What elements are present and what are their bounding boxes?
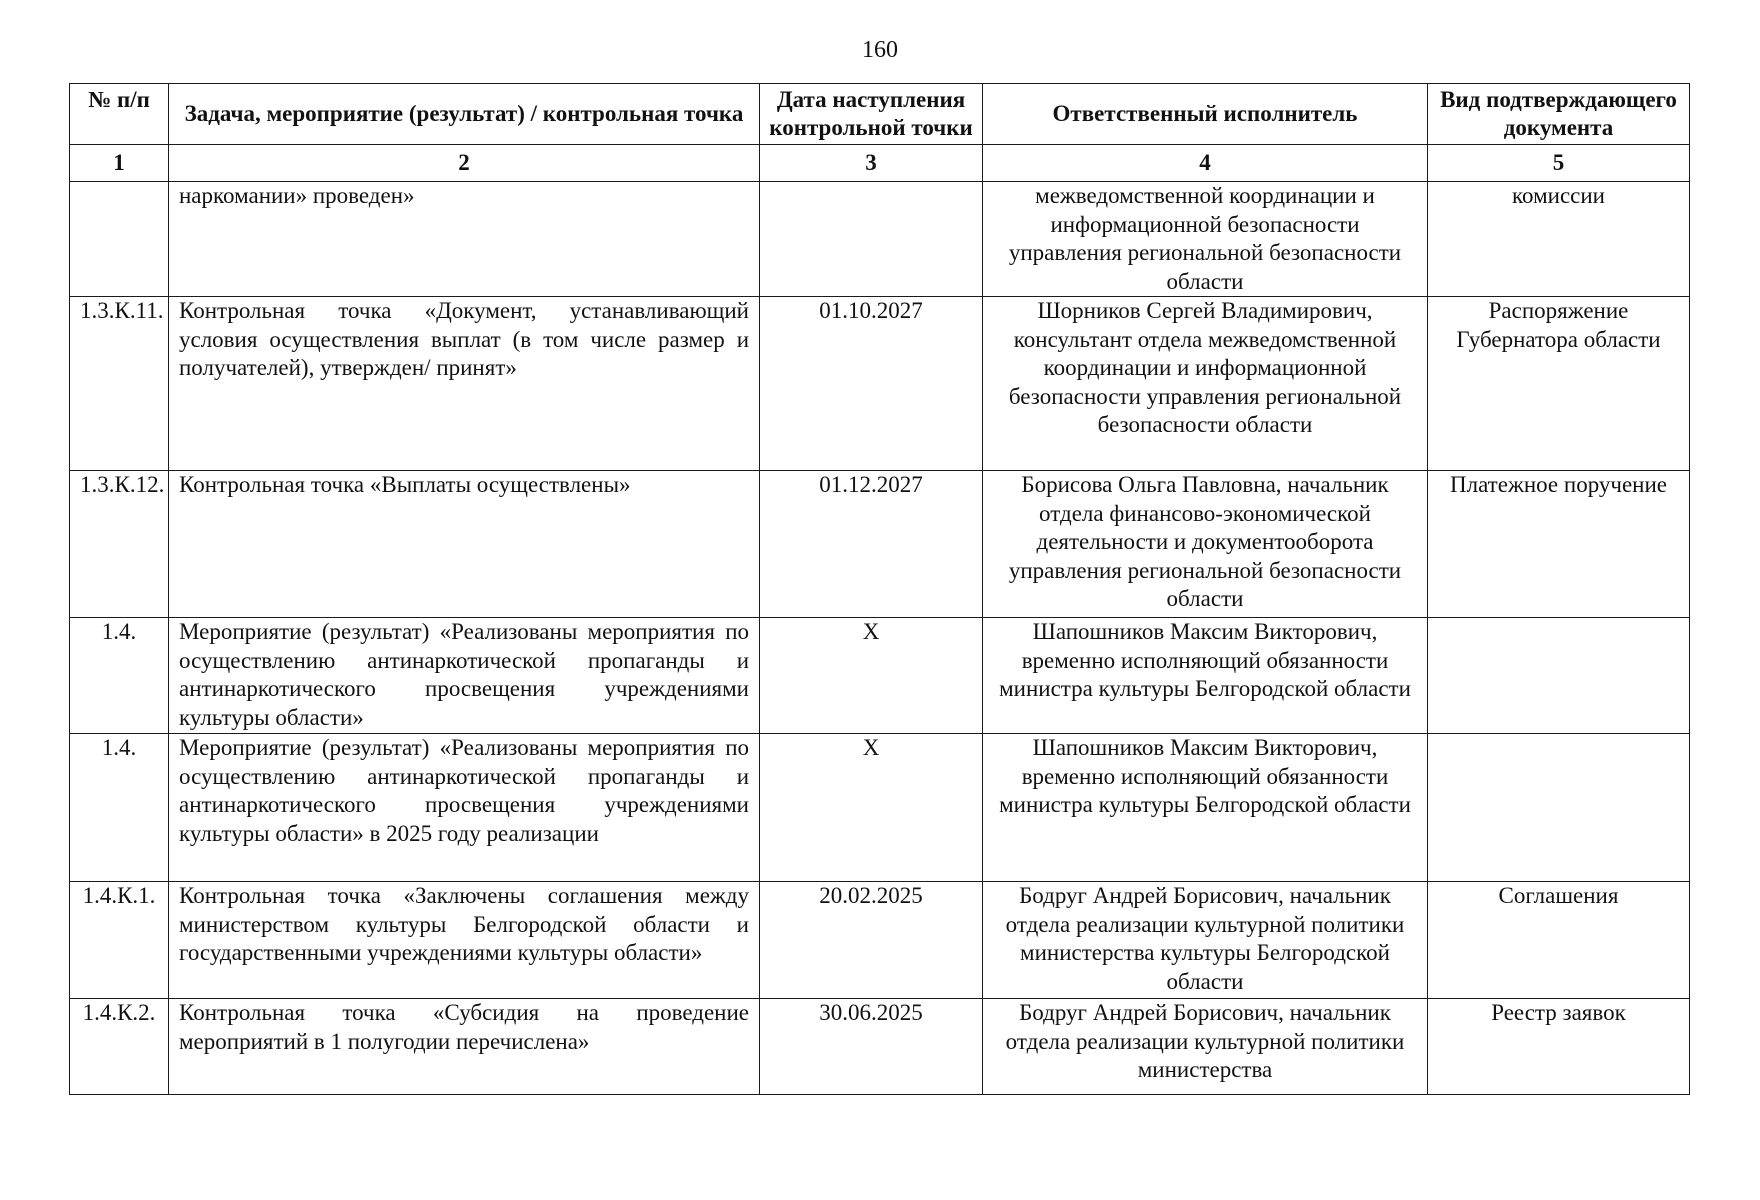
row-number: 1.4.: [70, 618, 169, 734]
row-date: 01.10.2027: [760, 297, 983, 471]
column-index: 4: [983, 145, 1428, 182]
row-responsible: Шапошников Максим Викторович, временно исполняющий обязанности министра культуры Белгородской области: [983, 734, 1428, 882]
table-row: [70, 618, 1690, 734]
row-document: [1428, 734, 1690, 882]
column-index: 1: [70, 145, 169, 182]
table-row: [70, 999, 1690, 1095]
row-date: 01.12.2027: [760, 471, 983, 618]
row-date: 20.02.2025: [760, 882, 983, 999]
table-row: [70, 734, 1690, 882]
row-document: Распоряжение Губернатора области: [1428, 297, 1690, 471]
column-index-row: [70, 145, 1690, 182]
header-date: Дата наступления контрольной точки: [760, 84, 983, 145]
row-document: Платежное поручение: [1428, 471, 1690, 618]
header-responsible: Ответственный исполнитель: [983, 84, 1428, 145]
page-number: 160: [862, 37, 898, 63]
row-number: 1.3.К.11.: [70, 297, 169, 471]
header-document: Вид подтверждающего документа: [1428, 84, 1690, 145]
table-row: [70, 882, 1690, 999]
row-document: Реестр заявок: [1428, 999, 1690, 1095]
column-index: 2: [169, 145, 760, 182]
row-date: Х: [760, 734, 983, 882]
row-responsible: Бодруг Андрей Борисович, начальник отдела реализации культурной политики министерства культуры Белгородской области: [983, 882, 1428, 999]
row-number: 1.4.К.2.: [70, 999, 169, 1095]
table-header-row: [70, 84, 1690, 145]
row-number: 1.3.К.12.: [70, 471, 169, 618]
plan-table: [69, 83, 1690, 1095]
table-row: [70, 182, 1690, 297]
row-task: Контрольная точка «Выплаты осуществлены»: [169, 471, 760, 618]
row-task: Мероприятие (результат) «Реализованы мероприятия по осуществлению антинаркотической пропаганды и антинаркотического просвещения учреждениями культуры области» в 2025 году реализации: [169, 734, 760, 882]
row-task: Мероприятие (результат) «Реализованы мероприятия по осуществлению антинаркотической пропаганды и антинаркотического просвещения учреждениями культуры области»: [169, 618, 760, 734]
header-number: № п/п: [70, 84, 169, 145]
row-task: наркомании» проведен»: [169, 182, 760, 297]
row-number: [70, 182, 169, 297]
row-document: Соглашения: [1428, 882, 1690, 999]
row-document: комиссии: [1428, 182, 1690, 297]
row-date: Х: [760, 618, 983, 734]
row-responsible: Шорников Сергей Владимирович, консультант отдела межведомственной координации и информационной безопасности управления региональной безопасности области: [983, 297, 1428, 471]
row-number: 1.4.: [70, 734, 169, 882]
row-date: 30.06.2025: [760, 999, 983, 1095]
table-row: [70, 297, 1690, 471]
row-responsible: межведомственной координации и информационной безопасности управления региональной безопасности области: [983, 182, 1428, 297]
header-task: Задача, мероприятие (результат) / контрольная точка: [169, 84, 760, 145]
row-task: Контрольная точка «Заключены соглашения между министерством культуры Белгородской области и государственными учреждениями культуры области»: [169, 882, 760, 999]
row-number: 1.4.К.1.: [70, 882, 169, 999]
row-date: [760, 182, 983, 297]
row-responsible: Шапошников Максим Викторович, временно исполняющий обязанности министра культуры Белгородской области: [983, 618, 1428, 734]
row-responsible: Бодруг Андрей Борисович, начальник отдела реализации культурной политики министерства: [983, 999, 1428, 1095]
row-document: [1428, 618, 1690, 734]
row-task: Контрольная точка «Документ, устанавливающий условия осуществления выплат (в том числе размер и получателей), утвержден/ принят»: [169, 297, 760, 471]
column-index: 3: [760, 145, 983, 182]
column-index: 5: [1428, 145, 1690, 182]
table-row: [70, 471, 1690, 618]
row-responsible: Борисова Ольга Павловна, начальник отдела финансово-экономической деятельности и документооборота управления региональной безопасности области: [983, 471, 1428, 618]
row-task: Контрольная точка «Субсидия на проведение мероприятий в 1 полугодии перечислена»: [169, 999, 760, 1095]
